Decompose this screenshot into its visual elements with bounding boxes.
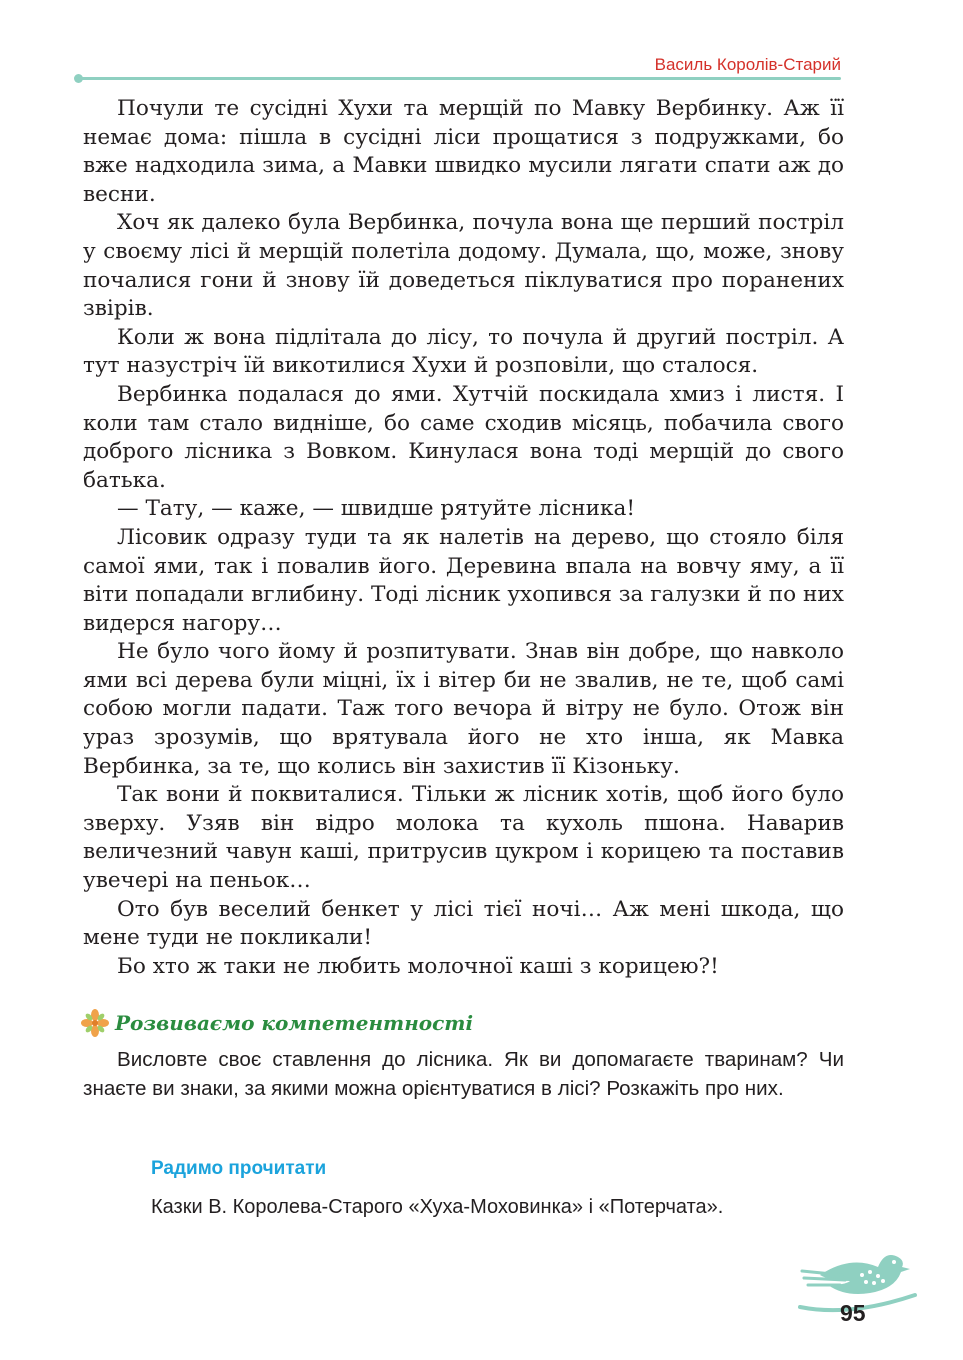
story-paragraph: — Тату, — каже, — швидше рятуйте лісника! <box>117 496 636 522</box>
flower-icon <box>80 1008 110 1038</box>
story-paragraph: Коли ж вона підлітала до лісу, то почула й другий постріл. А тут назустріч їй викотилися Хухи й розповіли, що сталося. <box>83 324 844 379</box>
story-paragraph: Почули те сусідні Хухи та мерщій по Мавку Вербинку. Аж її немає дома: пішла в сусідні ліси прощатися з подружками, бо вже надходила зима, а Мавки швидко мусили лягати спати аж до весни. <box>83 96 844 207</box>
story-text <box>83 95 844 981</box>
story-paragraph: Так вони й поквиталися. Тільки ж лісник хотів, щоб його було зверху. Узяв він відро молока та кухоль пшона. Наварив величезний чавун каші, притрусив цукром і корицею та поставив увечері на пеньок… <box>83 782 844 894</box>
story-paragraph: Бо хто ж таки не любить молочної каші з корицею?! <box>117 953 719 979</box>
recommend-text: Казки В. Королева-Старого «Хуха-Моховинка» і «Потерчата». <box>151 1196 724 1218</box>
page-number: 95 <box>840 1300 866 1326</box>
story-paragraph: Ото був веселий бенкет у лісі тієї ночі… Аж мені шкода, що мене туди не покликали! <box>83 896 844 951</box>
task-paragraph: Висловте своє ставлення до лісника. Як ви допомагаєте тваринам? Чи знаєте ви знаки, за якими можна орієнтуватися в лісі? Розкажіть про них. <box>83 1048 844 1100</box>
section-heading-text: Розвиваємо компетентності <box>115 1011 474 1035</box>
competence-section-heading <box>80 1008 473 1038</box>
story-paragraph: Лісовик одразу туди та як налетів на дерево, що стояло біля самої ями, так і повалив його. Деревина впала на вовчу яму, а її віти попадали вглибину. Тоді лісник ухопився за галузки й по них видерся нагору… <box>83 524 844 636</box>
story-paragraph: Хоч як далеко була Вербинка, почула вона ще перший постріл у своєму лісі й мерщій полетіла додому. Думала, що, може, знову почалися гони й знову їй доведеться піклуватися про поранених звірів. <box>83 210 844 322</box>
task-text <box>83 1045 844 1103</box>
header-rule <box>78 77 841 80</box>
story-paragraph: Не було чого йому й розпитувати. Знав він добре, що навколо ями всі дерева були міцні, їх і вітер би не звалив, не те, щоб самі собою могли падати. Таж того вечора й вітру не було. Отож він ураз зрозумів, що врятувала його не хто інша, як Мавка Вербинка, за те, що колись він захистив її Кізоньку. <box>83 639 844 779</box>
running-header-author: Василь Королів-Старий <box>654 55 841 74</box>
recommend-heading: Радимо прочитати <box>151 1158 327 1179</box>
story-paragraph: Вербинка подалася до ями. Хутчій поскидала хмиз і листя. І коли там стало видніше, бо саме сходив місяць, побачила свого доброго лісника з Вовком. Кинулася вона тоді мерщій до свого батька. <box>83 381 844 493</box>
